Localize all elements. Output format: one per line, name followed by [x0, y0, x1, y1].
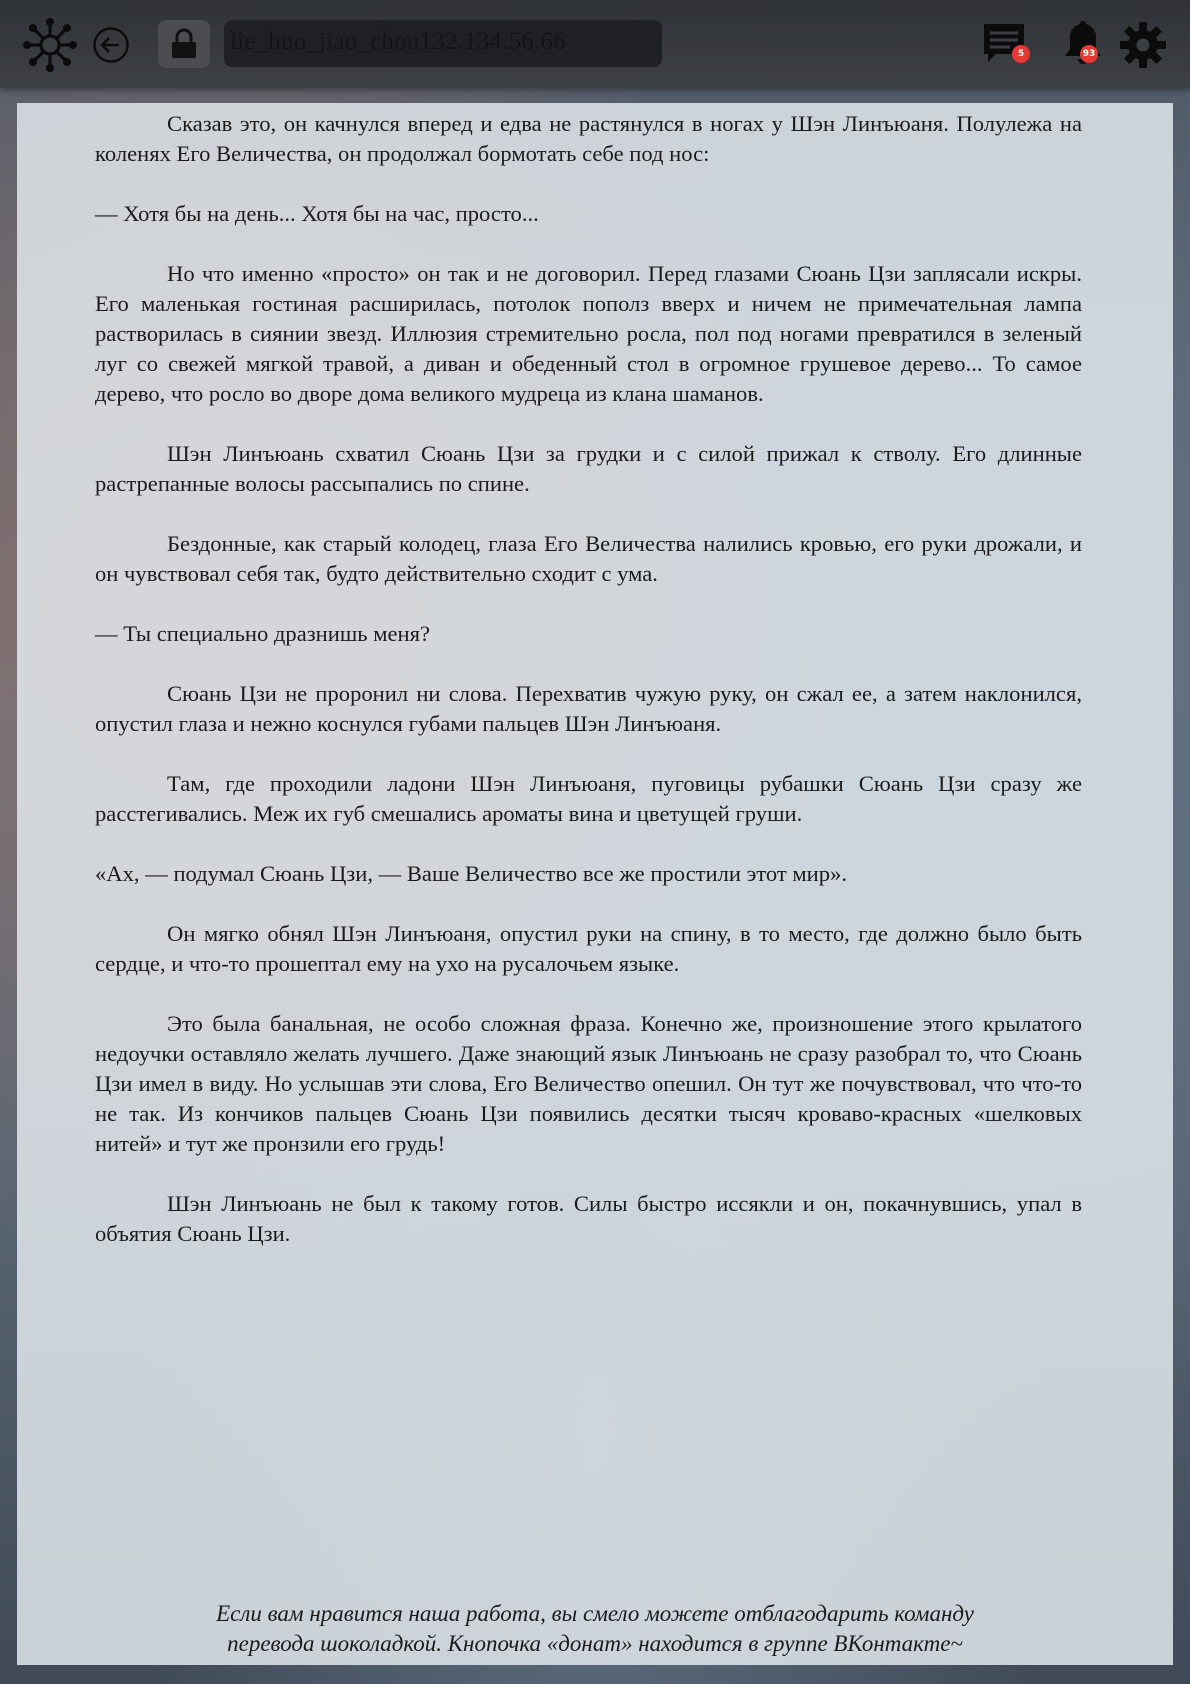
paragraph: Сказав это, он качнулся вперед и едва не растянулся в ногах у Шэн Линъюаня. Полулежа на коленях Его Величества, он продолжал бормотать себе под нос:	[95, 111, 1082, 166]
paragraph: Но что именно «просто» он так и не договорил. Перед глазами Сюань Цзи заплясали искры. Его маленькая гостиная расширилась, потолок пополз вверх и ничем не примечательная лампа растворилась в сиянии звезд. Иллюзия стремительно росла, пол под ногами превратился в зеленый луг со свежей мягкой травой, а диван и обеденный стол в огромное грушевое дерево... То самое дерево, что росло во дворе дома великого мудреца из клана шаманов.	[95, 261, 1082, 406]
url-text: lie_huo_jiao_chou132.134.56.66	[230, 28, 566, 55]
paragraph: Он мягко обнял Шэн Линъюаня, опустил руки на спину, в то место, где должно было быть сердце, и что-то прошептал ему на ухо на русалочьем языке.	[95, 921, 1082, 976]
back-arrow-icon[interactable]	[92, 26, 130, 64]
url-field[interactable]	[224, 20, 662, 67]
notifications-button[interactable]	[1056, 18, 1108, 70]
article-text	[95, 109, 1082, 1279]
network-hub-icon[interactable]	[22, 17, 78, 73]
paragraph: Бездонные, как старый колодец, глаза Его Величества налились кровью, его руки дрожали, и он чувствовал себя так, будто действительно сходит с ума.	[95, 531, 1082, 586]
paragraph: Это была банальная, не особо сложная фраза. Конечно же, произношение этого крылатого недоучки оставляло желать лучшего. Даже знающий язык Линъюань не сразу разобрал то, что Сюань Цзи имел в виду. Но услышав эти слова, Его Величество опешил. Он тут же почувствовал, что что-то не так. Из кончиков пальцев Сюань Цзи появились десятки тысяч кроваво-красных «шелковых нитей» и тут же пронзили его грудь!	[95, 1011, 1082, 1156]
bell-icon	[1056, 18, 1108, 70]
paragraph: «Ах, — подумал Сюань Цзи, — Ваше Величество все же простили этот мир».	[95, 861, 848, 886]
paragraph: — Хотя бы на день... Хотя бы на час, просто...	[95, 201, 539, 226]
messages-button[interactable]	[980, 18, 1032, 70]
notifications-badge: 93	[1080, 45, 1098, 63]
reading-page	[17, 103, 1173, 1665]
settings-button[interactable]	[1118, 20, 1168, 70]
lock-button[interactable]	[158, 20, 210, 68]
messages-badge: 5	[1012, 45, 1030, 63]
donation-note-line: Если вам нравится наша работа, вы смело можете отблагодарить команду	[216, 1601, 974, 1626]
donation-note-line: перевода шоколадкой. Кнопочка «донат» находится в группе ВКонтакте~	[227, 1631, 963, 1656]
paragraph: Сюань Цзи не проронил ни слова. Перехватив чужую руку, он сжал ее, а затем наклонился, опустил глаза и нежно коснулся губами пальцев Шэн Линъюаня.	[95, 681, 1082, 736]
paragraph: Шэн Линъюань схватил Сюань Цзи за грудки и с силой прижал к стволу. Его длинные растрепанные волосы рассыпались по спине.	[95, 441, 1082, 496]
donation-note	[17, 1599, 1173, 1659]
top-toolbar	[0, 0, 1190, 88]
paragraph: Там, где проходили ладони Шэн Линъюаня, пуговицы рубашки Сюань Цзи сразу же расстегивались. Меж их губ смешались ароматы вина и цветущей груши.	[95, 771, 1082, 826]
paragraph: — Ты специально дразнишь меня?	[95, 621, 431, 646]
paragraph: Шэн Линъюань не был к такому готов. Силы быстро иссякли и он, покачнувшись, упал в объятия Сюань Цзи.	[95, 1191, 1082, 1246]
lock-icon	[169, 28, 199, 60]
gear-icon	[1118, 20, 1168, 70]
